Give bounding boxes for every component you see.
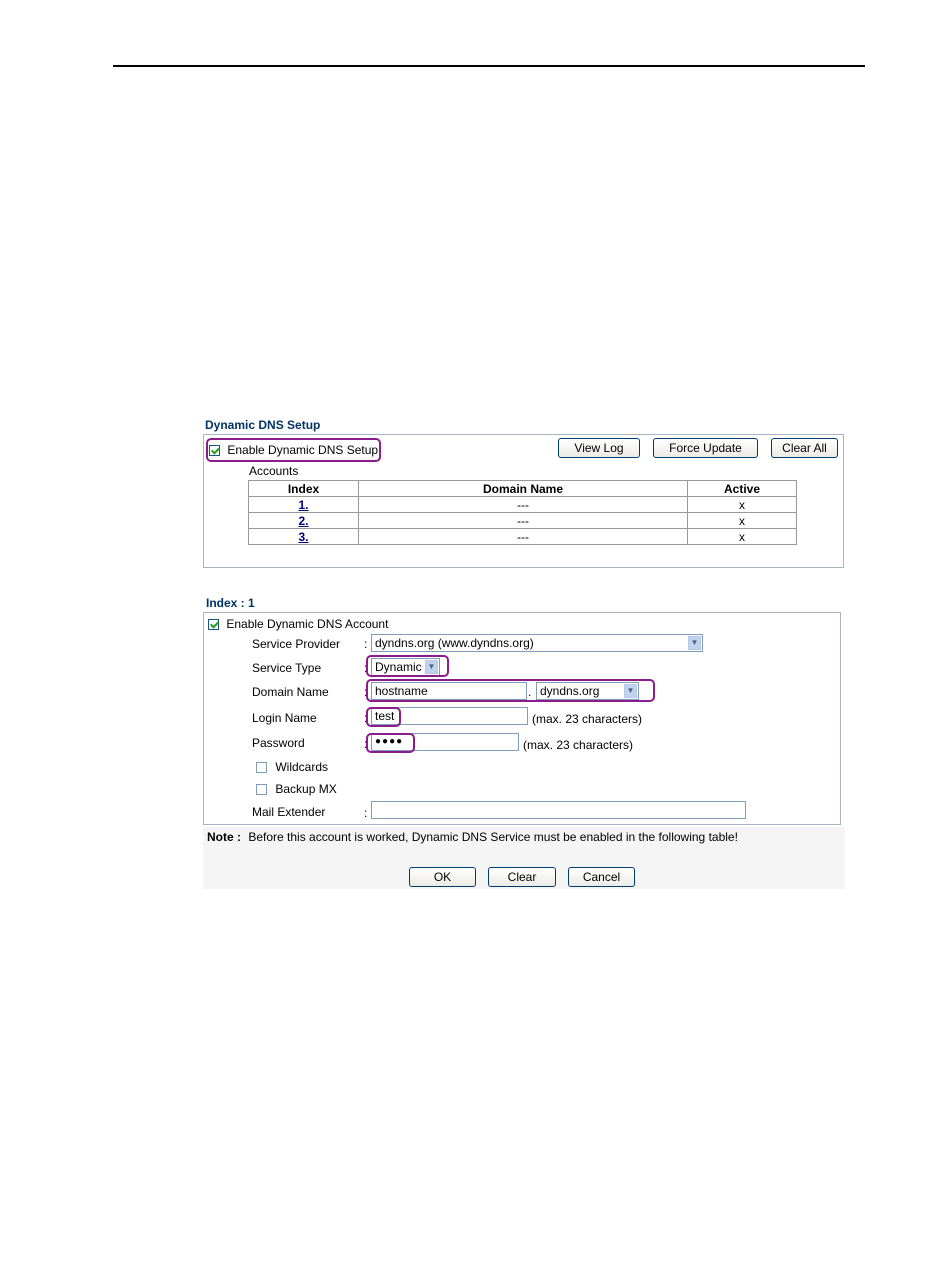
enable-account-checkbox[interactable] bbox=[208, 619, 219, 630]
chevron-down-icon: ▼ bbox=[425, 660, 438, 674]
colon: : bbox=[364, 637, 368, 651]
ok-button[interactable]: OK bbox=[409, 867, 476, 887]
password-input[interactable]: ●●●● bbox=[371, 733, 519, 751]
enable-dns-setup-label: Enable Dynamic DNS Setup bbox=[227, 443, 379, 457]
mail-extender-label: Mail Extender bbox=[252, 805, 326, 819]
table-row bbox=[249, 513, 797, 529]
domain-name-input[interactable]: hostname bbox=[371, 682, 527, 700]
accounts-table bbox=[248, 480, 797, 545]
service-provider-label: Service Provider bbox=[252, 637, 341, 651]
colon: : bbox=[364, 711, 368, 725]
accounts-label: Accounts bbox=[249, 464, 299, 478]
note-prefix: Note : bbox=[207, 830, 241, 844]
password-hint: (max. 23 characters) bbox=[523, 738, 634, 752]
domain-suffix-value: dyndns.org bbox=[540, 684, 600, 698]
colon: : bbox=[364, 737, 368, 751]
cancel-button[interactable]: Cancel bbox=[568, 867, 635, 887]
active-cell: x bbox=[688, 513, 797, 529]
highlight-domain-name bbox=[366, 679, 655, 702]
active-cell: x bbox=[688, 497, 797, 513]
domain-separator: . bbox=[528, 685, 532, 699]
highlight-service-type bbox=[366, 655, 449, 677]
domain-cell: --- bbox=[359, 513, 688, 529]
highlight-login-name bbox=[366, 707, 401, 727]
account-title: Index : 1 bbox=[206, 596, 255, 610]
service-provider-select[interactable] bbox=[371, 634, 703, 652]
password-label: Password bbox=[252, 736, 305, 750]
domain-name-label: Domain Name bbox=[252, 685, 329, 699]
col-index: Index bbox=[249, 481, 359, 497]
view-log-button[interactable]: View Log bbox=[558, 438, 640, 458]
table-row bbox=[249, 497, 797, 513]
service-type-value: Dynamic bbox=[375, 660, 422, 674]
service-type-label: Service Type bbox=[252, 661, 322, 675]
active-cell: x bbox=[688, 529, 797, 545]
highlight-enable-setup bbox=[206, 438, 381, 462]
domain-cell: --- bbox=[359, 529, 688, 545]
colon: : bbox=[364, 806, 368, 820]
login-name-hint: (max. 23 characters) bbox=[532, 712, 643, 726]
backup-mx-label: Backup MX bbox=[275, 782, 337, 796]
login-name-input[interactable]: test bbox=[371, 707, 528, 725]
backup-mx-row[interactable] bbox=[256, 782, 337, 796]
chevron-down-icon: ▼ bbox=[688, 636, 701, 650]
account-index-link[interactable]: 2. bbox=[298, 513, 309, 528]
col-domain-name: Domain Name bbox=[359, 481, 688, 497]
table-row bbox=[249, 529, 797, 545]
wildcards-row[interactable] bbox=[256, 760, 328, 774]
colon: : bbox=[364, 661, 368, 675]
login-name-label: Login Name bbox=[252, 711, 317, 725]
note-text: Before this account is worked, Dynamic DNS Service must be enabled in the following table! bbox=[248, 830, 738, 844]
clear-button[interactable]: Clear bbox=[488, 867, 556, 887]
setup-title: Dynamic DNS Setup bbox=[205, 418, 321, 432]
highlight-password bbox=[366, 733, 415, 753]
colon: : bbox=[364, 685, 368, 699]
domain-cell: --- bbox=[359, 497, 688, 513]
force-update-button[interactable]: Force Update bbox=[653, 438, 758, 458]
backup-mx-checkbox[interactable] bbox=[256, 784, 267, 795]
account-index-link[interactable]: 3. bbox=[298, 529, 309, 544]
col-active: Active bbox=[688, 481, 797, 497]
wildcards-label: Wildcards bbox=[275, 760, 329, 774]
note bbox=[207, 830, 738, 844]
mail-extender-input[interactable] bbox=[371, 801, 746, 819]
clear-all-button[interactable]: Clear All bbox=[771, 438, 838, 458]
account-index-link[interactable]: 1. bbox=[298, 497, 309, 512]
enable-account-label: Enable Dynamic DNS Account bbox=[226, 617, 389, 631]
wildcards-checkbox[interactable] bbox=[256, 762, 267, 773]
chevron-down-icon: ▼ bbox=[624, 684, 637, 698]
service-provider-value: dyndns.org (www.dyndns.org) bbox=[375, 636, 534, 650]
enable-account-row[interactable] bbox=[208, 617, 388, 631]
page-header-rule bbox=[113, 65, 865, 67]
